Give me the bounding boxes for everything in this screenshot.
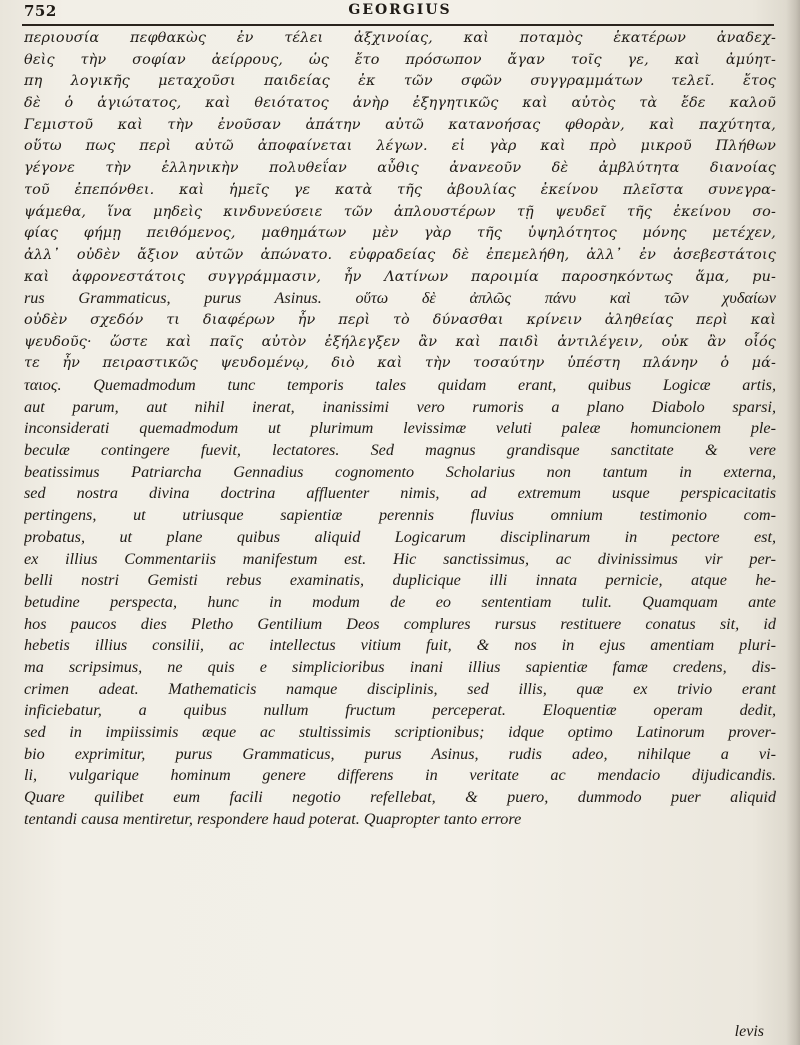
running-head: GEORGIUS bbox=[348, 2, 452, 18]
text-line: ταιος. Quemadmodum tunc temporis tales quidam erant, quibus Logicæ artis, bbox=[24, 376, 776, 394]
page-header bbox=[24, 2, 776, 24]
body-text bbox=[24, 28, 776, 830]
text-line: pertingens, ut utriusque sapientiæ perennis fluvius omnium testimonio com- bbox=[24, 506, 776, 525]
text-line: sed in impiissimis æque ac stultissimis scriptionibus; idque optimo Latinorum prover- bbox=[24, 723, 776, 741]
text-line: τε ἦν πειραστικῶς ψευδομένῳ, διὸ καὶ τὴν τοσαύτην ὑπέστη πλάνην ὁ μά- bbox=[24, 355, 776, 372]
text-line: bio exprimitur, purus Grammaticus, purus Asinus, rudis adeo, nihilque a vi- bbox=[24, 744, 776, 763]
text-line: θεὶς τὴν σοφίαν ἀείρρους, ὡς ἔτο πρόσωπον ἄγαν τοῖς γε, καὶ ἀμύητ- bbox=[24, 51, 776, 68]
text-line: tentandi causa mentiretur, respondere haud poterat. Quapropter tanto errore bbox=[24, 809, 522, 828]
text-line: hos paucos dies Pletho Gentilium Deos complures rursus restituere conatus sit, id bbox=[24, 614, 776, 633]
text-line: inconsiderati quemadmodum ut plurimum levissimæ veluti paleæ homuncionem ple- bbox=[24, 419, 776, 438]
text-line: probatus, ut plane quibus aliquid Logicarum disciplinarum in pectore est, bbox=[24, 527, 776, 546]
text-line: οὕτω πως περὶ αὐτῶ ἀποφαίνεται λέγων. εἰ γὰρ καὶ πρὸ μικροῦ Πλήθων bbox=[24, 138, 776, 155]
text-line: οὐδὲν σχεδόν τι διαφέρων ἦν περὶ τὸ δύνασθαι κρίνειν ἀληθείας περὶ καὶ bbox=[24, 311, 776, 328]
text-line: beatissimus Patriarcha Gennadius cognomento Scholarius non tantum in externa, bbox=[24, 462, 776, 481]
text-line: crimen adeat. Mathematicis namque disciplinis, sed illis, quæ ex trivio erant bbox=[24, 679, 776, 698]
text-line: belli nostri Gemisti rebus examinatis, duplicique illi innata pernicie, atque he- bbox=[24, 571, 776, 590]
text-line: inficiebatur, a quibus nullum fructum perceperat. Eloquentiæ operam dedit, bbox=[24, 701, 776, 720]
text-line: γέγονε τὴν ἑλληνικὴν πολυθεΐαν αὖθις ἀνανεοῦν δὲ ἀμβλύτητα διανοίας bbox=[24, 160, 776, 177]
text-line: πη λογικῆς μεταχοῦσι παιδείας ἐκ τῶν σφῶν συγγραμμάτων τελεῖ. ἔτος bbox=[24, 73, 776, 90]
text-line: aut parum, aut nihil inerat, inanissimi vero rumoris a plano Diabolo sparsi, bbox=[24, 397, 776, 416]
text-line: ma scripsimus, ne quis e simplicioribus inani illius sapientiæ famæ credens, dis- bbox=[24, 657, 776, 676]
text-line: sed nostra divina doctrina affluenter nimis, ad extremum usque perspicacitatis bbox=[24, 484, 776, 503]
header-rule bbox=[22, 24, 774, 26]
page-number: 752 bbox=[24, 2, 57, 20]
text-line: hebetis illius consilii, ac intellectus vitium fuit, & nos in ejus amentiam pluri- bbox=[24, 636, 776, 655]
text-line: Γεμιστοῦ καὶ τὴν ἐνοῦσαν ἀπάτην αὐτῶ κατανοήσας φθορὰν, καὶ παχύτητα, bbox=[24, 116, 776, 133]
text-line: ex illius Commentariis manifestum est. Hic sanctissimus, ac divinissimus vir per- bbox=[24, 549, 776, 568]
text-line: καὶ ἀφρονεστάτοις συγγράμμασιν, ἦν Λατίνων παροιμία παροσηκόντως ἅμα, pu- bbox=[24, 268, 776, 285]
text-line: beculæ contingere fuevit, lectatores. Sed magnus grandisque sanctitate & vere bbox=[24, 441, 776, 460]
page-gutter-shadow bbox=[786, 0, 800, 1045]
text-line: τοῦ ἐπεπόνθει. καὶ ἡμεῖς γε κατὰ τῆς ἀβουλίας ἐκείνου πλεῖστα συνεγρα- bbox=[24, 181, 776, 198]
text-line: Quare quilibet eum facili negotio refellebat, & puero, dummodo puer aliquid bbox=[24, 788, 776, 807]
text-line: li, vulgarique hominum genere differens in veritate ac mendacio dijudicandis. bbox=[24, 766, 776, 785]
text-line: φίας φήμῃ πειθόμενος, μαθημάτων μὲν γὰρ τῆς ὑψηλότητος μόνης μετέχεν, bbox=[24, 225, 776, 242]
text-line: ἀλλ᾽ οὐδὲν ἄξιον αὐτῶν ἀπώνατο. εὐφραδείας δὲ ἐπεμελήθη, ἀλλ᾽ ἐν ἀσεβεστάτοις bbox=[24, 246, 776, 263]
text-line: δὲ ὁ ἁγιώτατος, καὶ θειότατος ἀνὴρ ἐξηγητικῶς καὶ αὐτὸς τὰ ἔδε καλοῦ bbox=[24, 95, 776, 112]
text-line: rus Grammaticus, purus Asinus. οὕτω δὲ ἀπλῶς πάνυ καὶ τῶν χυδαίων bbox=[24, 289, 776, 308]
text-line: ψευδοῦς· ὥστε καὶ παῖς αὐτὸν ἐξήλεγξεν ἂν καὶ παιδὶ ἀντιλέγειν, οὐκ ἂν οἷός bbox=[24, 333, 776, 350]
text-line: betudine perspecta, hunc in modum de eo sententiam tulit. Quamquam ante bbox=[24, 592, 776, 611]
text-line: περιουσία πεφθακὼς ἐν τέλει ἀξχινοίας, καὶ ποταμὸς ἑκατέρων ἀναδεχ- bbox=[24, 30, 776, 46]
text-line: ψάμεθα, ἵνα μηδεὶς κινδυνεύσειε τῶν ἀπλουστέρων τῇ ψευδεῖ τῆς ἐκείνου σο- bbox=[24, 203, 776, 220]
catchword: levis bbox=[734, 1023, 764, 1040]
